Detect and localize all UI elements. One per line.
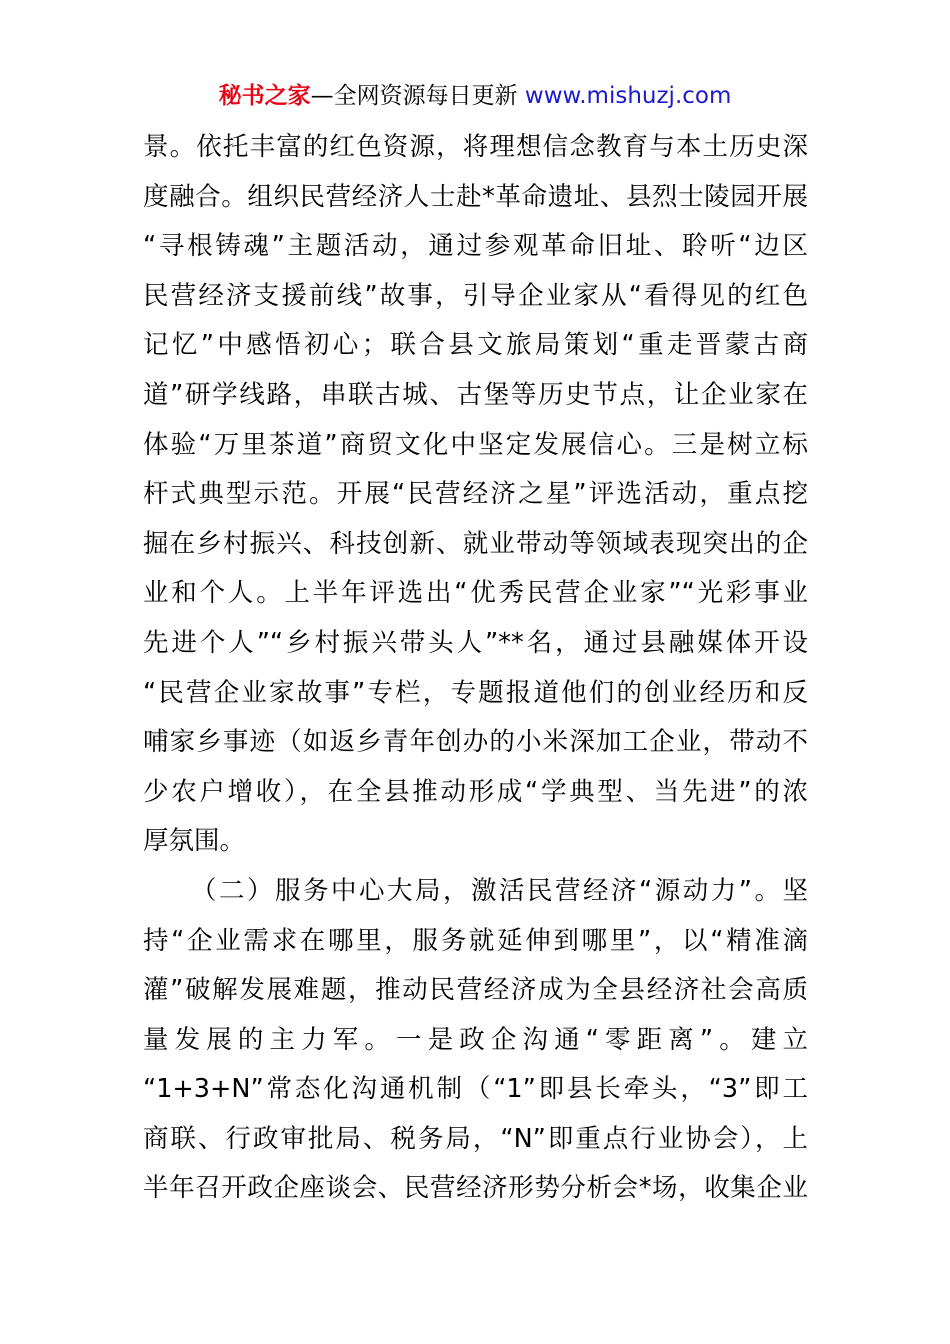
body-line: 业和个人。上半年评选出“优秀民营企业家”“光彩事业: [143, 578, 808, 609]
body-line: 灌”破解发展难题，推动民营经济成为全县经济社会高质: [143, 975, 808, 1006]
body-line: 先进个人”“乡村振兴带头人”**名，通过县融媒体开设: [143, 627, 808, 658]
body-line: 掘在乡村振兴、科技创新、就业带动等领域表现突出的企: [143, 528, 808, 559]
body-line: 记忆”中感悟初心；联合县文旅局策划“重走晋蒙古商: [143, 330, 808, 361]
body-line: 商联、行政审批局、税务局，“N”即重点行业协会），上: [143, 1123, 808, 1154]
body-line: “1+3+N”常态化沟通机制（“1”即县长牵头，“3”即工: [143, 1074, 808, 1105]
body-line: 量发展的主力军。一是政企沟通“零距离”。建立: [143, 1024, 808, 1055]
body-line: 民营经济支援前线”故事，引导企业家从“看得见的红色: [143, 280, 808, 311]
body-line: “民营企业家故事”专栏，专题报道他们的创业经历和反: [143, 677, 808, 708]
page-header: [0, 80, 950, 112]
body-line: 少农户增收），在全县推动形成“学典型、当先进”的浓: [143, 776, 808, 807]
body-line: 半年召开政企座谈会、民营经济形势分析会*场，收集企业: [143, 1173, 808, 1204]
body-line: 哺家乡事迹（如返乡青年创办的小米深加工企业，带动不: [143, 727, 808, 758]
body-line: 度融合。组织民营经济人士赴*革命遗址、县烈士陵园开展: [143, 181, 808, 212]
site-url-link[interactable]: www.mishuzj.com: [524, 83, 732, 109]
body-line: 道”研学线路，串联古城、古堡等历史节点，让企业家在: [143, 379, 808, 410]
body-line: 景。依托丰富的红色资源，将理想信念教育与本土历史深: [143, 132, 808, 162]
body-line: 杆式典型示范。开展“民营经济之星”评选活动，重点挖: [143, 479, 808, 510]
paragraph-end-line: 厚氛围。: [143, 826, 246, 857]
section-heading-line: （二）服务中心大局，激活民营经济“源动力”。坚: [191, 875, 808, 906]
body-line: 持“企业需求在哪里，服务就延伸到哪里”，以“精准滴: [143, 925, 808, 956]
document-body: [143, 123, 808, 1214]
body-line: 体验“万里茶道”商贸文化中坚定发展信心。三是树立标: [143, 429, 808, 460]
site-brand: 秘书之家: [218, 83, 311, 109]
body-line: “寻根铸魂”主题活动，通过参观革命旧址、聆听“边区: [143, 231, 808, 262]
site-tagline: —全网资源每日更新: [310, 83, 525, 109]
